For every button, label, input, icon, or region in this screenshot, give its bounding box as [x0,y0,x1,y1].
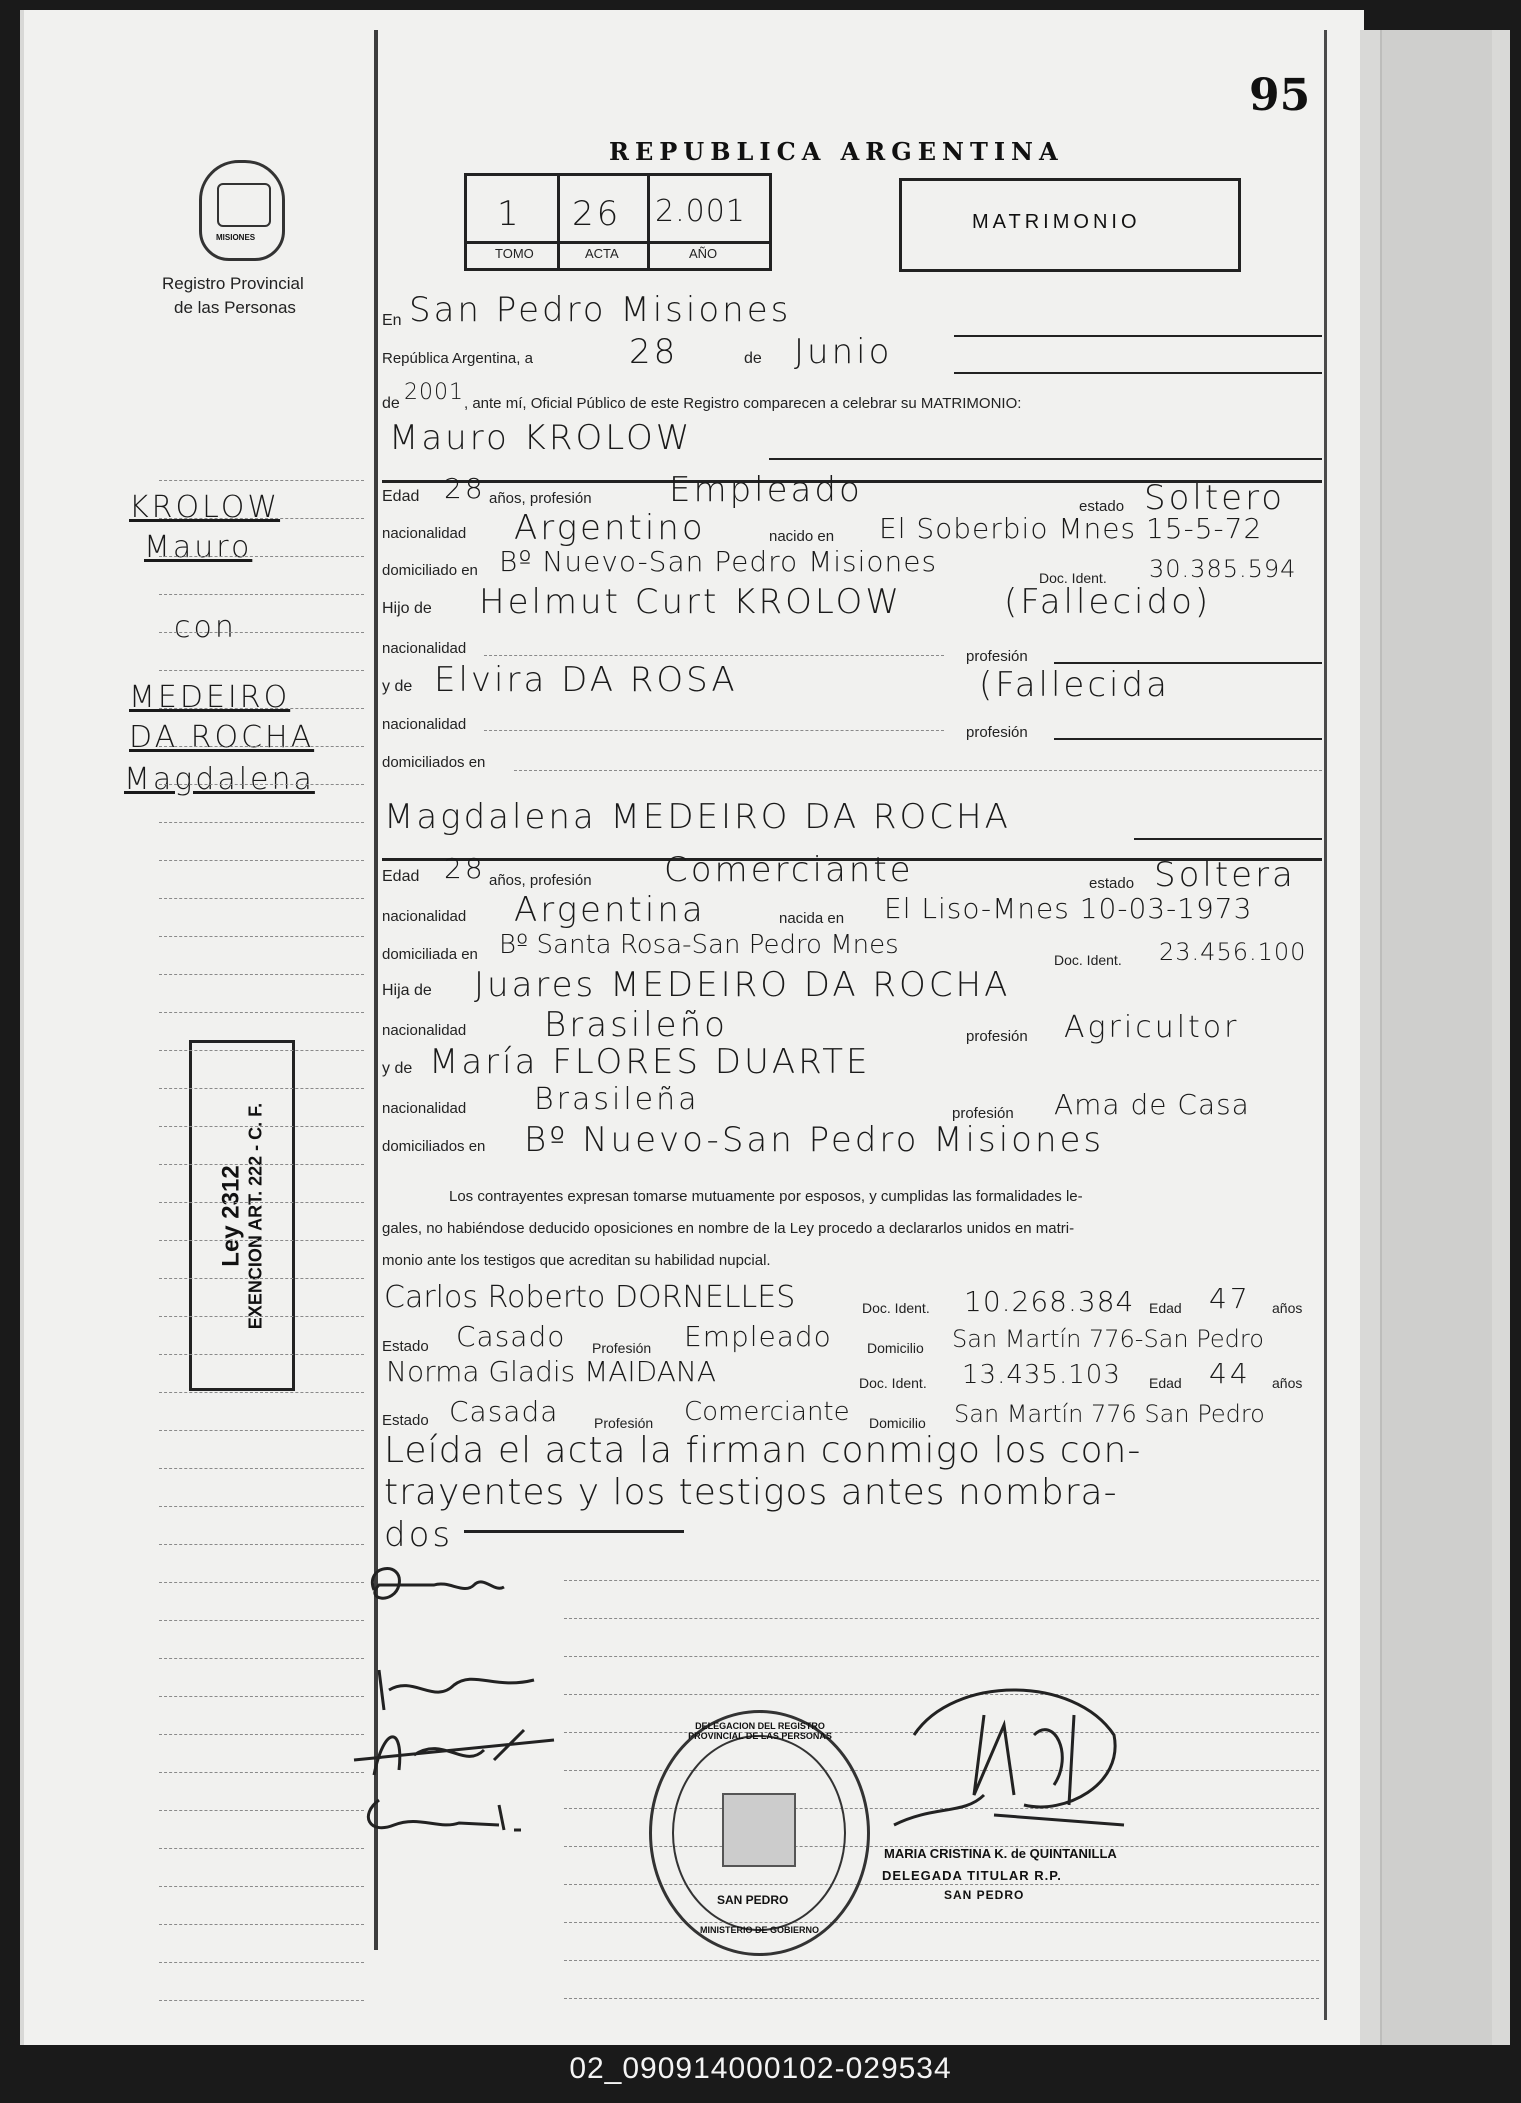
province-emblem-icon [199,160,285,261]
acta-value: 26 [572,194,622,234]
margin-ruled-line [159,556,364,557]
declaration-line1: Los contrayentes expresan tomarse mutuamente por esposos, y cumplidas las formalidades le- [449,1188,1083,1205]
margin-ruled-line [159,670,364,671]
month-value: Junio [794,332,893,372]
year-prefix: de [382,395,400,412]
witness1-dom-label: Domicilio [867,1340,924,1356]
seal-ring-text: DELEGACION DEL REGISTRO PROVINCIAL DE LAS PERSONAS [688,1721,832,1741]
witness2-dom-label: Domicilio [869,1415,926,1431]
bride-mother-prof-label: profesión [952,1105,1014,1122]
adjacent-page-edge [1360,30,1510,2045]
official-place: SAN PEDRO [944,1888,1025,1902]
groom-profesion: Empleado [669,470,863,510]
de-label: de [744,350,762,367]
witness1-profesion: Empleado [684,1320,832,1353]
witness1-edad: 47 [1209,1282,1251,1315]
witness2-anos-label: años [1272,1375,1303,1391]
margin-ruled-line [159,898,364,899]
margin-ruled-line [159,1620,364,1621]
bride-profesion: Comerciante [664,850,914,890]
witness2-doc-label: Doc. Ident. [859,1375,927,1391]
official-seal [649,1710,870,1956]
bride-nacionalidad: Argentina [514,890,706,930]
witness1-name: Carlos Roberto DORNELLES [384,1280,796,1315]
groom-father-nac-label: nacionalidad [382,640,467,657]
bride-doc-label: Doc. Ident. [1054,952,1122,968]
margin-ruled-line [159,1658,364,1659]
witness2-edad: 44 [1209,1357,1251,1390]
bride-name: Magdalena MEDEIRO DA ROCHA [384,797,1011,837]
margin-ruled-line [159,480,364,481]
page-number: 95 [1249,70,1311,121]
margin-ruled-line [159,1734,364,1735]
margin-ruled-line [159,1164,364,1165]
seal-place: SAN PEDRO [717,1893,789,1907]
bride-domicilio: Bº Santa Rosa-San Pedro Mnes [499,930,899,960]
margin-ruled-line [159,1392,364,1393]
witness2-prof-label: Profesión [594,1415,654,1431]
witness2-estado: Casada [449,1395,559,1428]
bride-father: Juares MEDEIRO DA ROCHA [474,965,1011,1005]
record-type: MATRIMONIO [972,211,1141,233]
ano-label: AÑO [689,246,718,261]
bride-nacida-label: nacida en [779,910,845,927]
margin-ruled-line [159,1354,364,1355]
bride-estado: Soltera [1154,855,1296,895]
groom-nac-label: nacionalidad [382,525,467,542]
witness2-doc: 13.435.103 [962,1360,1121,1390]
bride-mother-nac: Brasileña [534,1082,700,1117]
bride-estado-label: estado [1089,875,1135,892]
witness1-domicilio: San Martín 776-San Pedro [952,1325,1264,1353]
ruled-line [564,1922,1319,1923]
groom-father: Helmut Curt KROLOW [479,582,902,622]
hija-label: Hija de [382,982,432,999]
witness2-name: Norma Gladis MAIDANA [386,1355,716,1388]
witness1-edad-label: Edad [1149,1300,1182,1316]
witness2-domicilio: San Martín 776 San Pedro [954,1400,1265,1428]
witness1-estado-label: Estado [382,1338,429,1355]
bride-parents-dom-label: domiciliados en [382,1138,486,1155]
declaration-line2: gales, no habiéndose deducido oposiciones en nombre de la Ley procedo a declararlos unidos en matri- [382,1220,1075,1237]
groom-domicilio: Bº Nuevo-San Pedro Misiones [499,545,938,578]
bride-father-nac-label: nacionalidad [382,1022,467,1039]
groom-estado-label: estado [1079,498,1125,515]
bride-nac-label: nacionalidad [382,908,467,925]
margin-ruled-line [159,632,364,633]
margin-firstname: Mauro [144,530,253,565]
closing-line3: dos [384,1515,454,1555]
margin-ruled-line [159,594,364,595]
emblem-text: MISIONES [216,233,256,242]
bride-edad-label: Edad [382,868,420,885]
stamp-law: Ley 2312 [217,1164,245,1267]
bride-yde-label: y de [382,1060,413,1077]
bride-mother: María FLORES DUARTE [429,1042,871,1082]
margin-ruled-line [159,1582,364,1583]
margin-ruled-line [159,1468,364,1469]
groom-dom-label: domiciliado en [382,562,478,579]
margin-ruled-line [159,1202,364,1203]
groom-mother-nac-label: nacionalidad [382,716,467,733]
ruled-line [564,1998,1319,1999]
tomo-value: 1 [497,194,522,234]
margin-ruled-line [159,746,364,747]
signature-witness1 [344,1715,564,1785]
record-type-box [899,178,1241,272]
signature-bride [354,1650,554,1720]
registry-name-line1: Registro Provincial [162,274,304,293]
margin-ruled-line [159,708,364,709]
groom-edad: 28 [444,472,486,505]
signature-groom [354,1555,554,1615]
groom-mother-prof-label: profesión [966,724,1028,741]
record-number-box [464,173,772,271]
margin-ruled-line [159,1544,364,1545]
margin-ruled-line [159,1848,364,1849]
margin-ruled-line [159,1316,364,1317]
en-label: En [382,312,402,329]
margin-con: con [174,610,237,645]
groom-yde-label: y de [382,678,413,695]
margin-ruled-line [159,1088,364,1089]
bride-father-nac: Brasileño [544,1005,728,1045]
margin-ruled-line [159,936,364,937]
groom-doc: 30.385.594 [1149,555,1297,583]
margin-ruled-line [159,1050,364,1051]
margin-bride-surname2: DA ROCHA [129,720,315,755]
bride-father-prof: Agricultor [1064,1010,1240,1045]
groom-doc-label: Doc. Ident. [1039,570,1107,586]
witness1-doc-label: Doc. Ident. [862,1300,930,1316]
witness2-edad-label: Edad [1149,1375,1182,1391]
margin-bride-firstname: Magdalena [124,762,315,797]
margin-bride-surname1: MEDEIRO [129,680,291,715]
groom-mother: Elvira DA ROSA [434,660,738,700]
closing-line2: trayentes y los testigos antes nombra- [384,1472,1118,1513]
ruled-line [564,1580,1319,1581]
bride-parents-dom: Bº Nuevo-San Pedro Misiones [524,1120,1105,1160]
place-value: San Pedro Misiones [409,290,792,330]
tomo-label: TOMO [495,246,534,261]
margin-ruled-line [159,1924,364,1925]
groom-mother-note: (Fallecida [979,665,1170,705]
document-title: REPUBLICA ARGENTINA [609,137,1064,166]
ano-value: 2.001 [655,194,746,229]
hijo-label: Hijo de [382,600,432,617]
margin-ruled-line [159,1012,364,1013]
margin-ruled-line [159,1772,364,1773]
margin-ruled-line [159,822,364,823]
ruled-line [564,1618,1319,1619]
closing-line1: Leída el acta la firman conmigo los con- [384,1430,1142,1471]
registry-name-line2: de las Personas [174,298,296,317]
bride-mother-prof: Ama de Casa [1054,1088,1250,1121]
intro-text: , ante mí, Oficial Público de este Registro comparecen a celebrar su MATRIMONIO: [464,395,1022,412]
margin-surname: KROLOW [129,490,281,525]
witness1-prof-label: Profesión [592,1340,652,1356]
witness1-doc: 10.268.384 [964,1285,1135,1318]
witness1-estado: Casado [456,1320,566,1353]
page-right-border [1324,30,1327,2020]
groom-father-prof-label: profesión [966,648,1028,665]
groom-father-note: (Fallecido) [1004,582,1212,622]
margin-ruled-line [159,784,364,785]
image-caption: 02_090914000102-029534 [569,2052,952,2085]
seal-ministry: MINISTERIO DE GOBIERNO [700,1925,820,1935]
groom-name: Mauro KROLOW [389,418,693,458]
year-value: 2001 [404,380,464,405]
exemption-stamp [189,1040,295,1391]
ruled-line [564,1656,1319,1657]
bride-anos-label: años, profesión [489,872,592,889]
stamp-exemption: EXENCION ART. 222 - C. F. [245,1102,266,1329]
groom-edad-label: Edad [382,488,420,505]
margin-ruled-line [159,1886,364,1887]
margin-ruled-line [159,2000,364,2001]
official-name: MARIA CRISTINA K. de QUINTANILLA [884,1846,1117,1861]
bride-doc: 23.456.100 [1159,938,1307,966]
groom-nacido-label: nacido en [769,528,835,545]
bride-nacida: El Liso-Mnes 10-03-1973 [884,892,1253,925]
margin-ruled-line [159,1278,364,1279]
margin-ruled-line [159,860,364,861]
witness2-profesion: Comerciante [684,1397,850,1427]
ruled-line [564,1960,1319,1961]
declaration-line3: monio ante los testigos que acreditan su habilidad nupcial. [382,1252,771,1269]
official-title: DELEGADA TITULAR R.P. [882,1868,1062,1883]
signature-witness2 [349,1785,569,1845]
margin-ruled-line [159,1430,364,1431]
groom-anos-label: años, profesión [489,490,592,507]
groom-parents-dom-label: domiciliados en [382,754,486,771]
day-value: 28 [629,332,679,372]
bride-dom-label: domiciliada en [382,946,478,963]
republica-label: República Argentina, a [382,350,533,367]
groom-estado: Soltero [1144,478,1286,518]
margin-ruled-line [159,1506,364,1507]
bride-edad: 28 [444,852,486,885]
groom-nacionalidad: Argentino [514,508,706,548]
witness2-estado-label: Estado [382,1412,429,1429]
margin-ruled-line [159,974,364,975]
bride-mother-nac-label: nacionalidad [382,1100,467,1117]
margin-ruled-line [159,1240,364,1241]
margin-ruled-line [159,1696,364,1697]
acta-label: ACTA [585,246,619,261]
witness1-anos-label: años [1272,1300,1303,1316]
register-page [20,10,1364,2045]
margin-ruled-line [159,1126,364,1127]
groom-nacido: El Soberbio Mnes 15-5-72 [879,512,1263,545]
bride-father-prof-label: profesión [966,1028,1028,1045]
margin-ruled-line [159,1962,364,1963]
margin-ruled-line [159,1810,364,1811]
signature-official [874,1675,1134,1845]
margin-ruled-line [159,518,364,519]
